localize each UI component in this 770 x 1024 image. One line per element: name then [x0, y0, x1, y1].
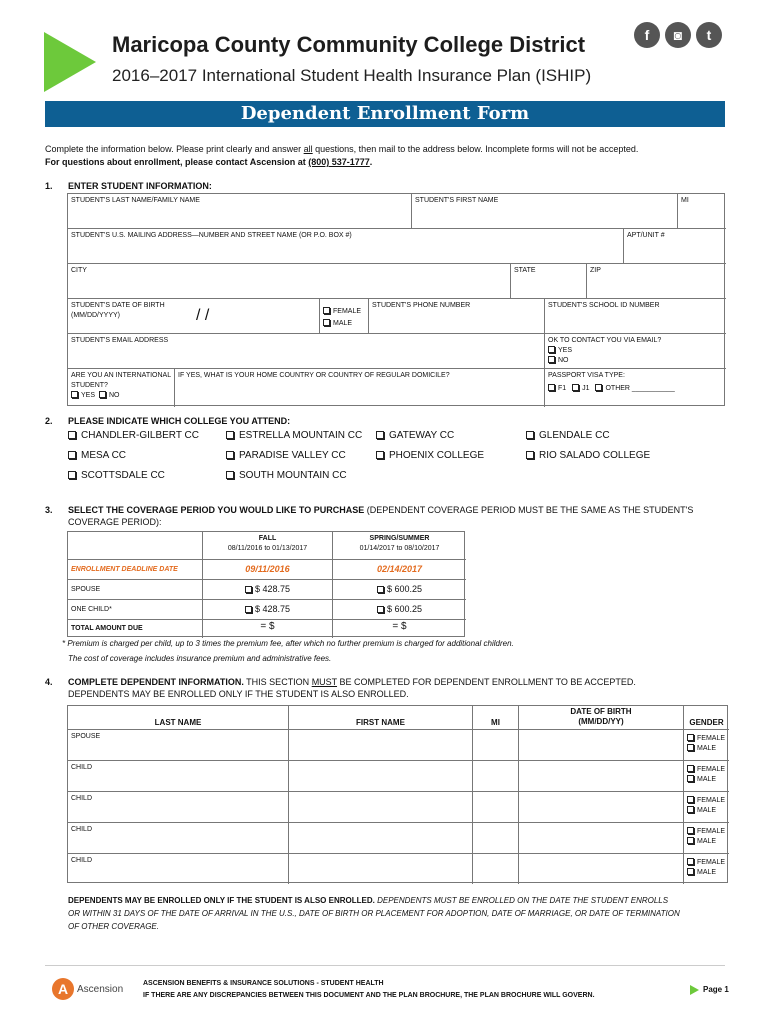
dependent-dob[interactable]: [519, 761, 684, 792]
mi-field[interactable]: MI: [678, 194, 726, 229]
female-checkbox[interactable]: FEMALE: [687, 827, 726, 837]
male-checkbox[interactable]: MALE: [687, 868, 726, 878]
male-checkbox[interactable]: MALE: [687, 837, 726, 847]
dependent-gender: [684, 761, 729, 792]
fall-header: FALL 08/11/2016 to 01/13/2017: [203, 532, 333, 560]
dependent-first-name[interactable]: [289, 761, 473, 792]
apt-field[interactable]: APT/UNIT #: [624, 229, 726, 264]
page-title: Maricopa County Community College District: [112, 32, 586, 57]
visa-other-checkbox[interactable]: OTHER ___________: [595, 385, 674, 392]
dependents-table: [67, 705, 728, 883]
female-checkbox[interactable]: FEMALE: [687, 765, 726, 775]
last-name-field[interactable]: STUDENT'S LAST NAME/FAMILY NAME: [68, 194, 412, 229]
email-field[interactable]: STUDENT'S EMAIL ADDRESS: [68, 334, 545, 369]
section-3-number: 3.: [45, 505, 53, 515]
deadline-label: ENROLLMENT DEADLINE DATE: [68, 560, 203, 580]
table-row[interactable]: CHILD: [68, 854, 289, 884]
dob-field[interactable]: STUDENT'S DATE OF BIRTH (MM/DD/YYYY) / /: [68, 299, 320, 334]
page-subtitle: 2016–2017 International Student Health Insurance Plan (ISHIP): [112, 66, 592, 85]
first-name-field[interactable]: STUDENT'S FIRST NAME: [412, 194, 678, 229]
address-field[interactable]: STUDENT'S U.S. MAILING ADDRESS—NUMBER AND STREET NAME (OR P.O. BOX #): [68, 229, 624, 264]
dependent-first-name[interactable]: [289, 823, 473, 854]
section-2-title: PLEASE INDICATE WHICH COLLEGE YOU ATTEND:: [68, 416, 291, 426]
spring-header: SPRING/SUMMER 01/14/2017 to 08/10/2017: [333, 532, 466, 560]
dependent-gender: [684, 730, 729, 761]
dependent-gender: [684, 823, 729, 854]
male-checkbox[interactable]: MALE: [687, 806, 726, 816]
female-checkbox[interactable]: FEMALE: [687, 796, 726, 806]
dependent-first-name[interactable]: [289, 730, 473, 761]
phone-field[interactable]: STUDENT'S PHONE NUMBER: [369, 299, 545, 334]
form-title-banner: Dependent Enrollment Form: [45, 101, 725, 127]
child-spring-checkbox[interactable]: $ 600.25: [333, 600, 466, 620]
footer-divider: [45, 965, 725, 966]
zip-field[interactable]: ZIP: [587, 264, 726, 299]
table-row[interactable]: CHILD: [68, 792, 289, 823]
spouse-row-label: SPOUSE: [68, 580, 203, 600]
page-number: Page 1: [703, 985, 729, 994]
college-option[interactable]: PARADISE VALLEY CC: [226, 450, 346, 461]
visa-type-choice: PASSPORT VISA TYPE: F1 J1 OTHER ___________: [548, 372, 675, 392]
total-row-label: TOTAL AMOUNT DUE: [68, 620, 203, 638]
college-option[interactable]: SOUTH MOUNTAIN CC: [226, 470, 347, 481]
col-dob: DATE OF BIRTH (MM/DD/YY): [519, 706, 684, 730]
twitter-icon[interactable]: t: [696, 22, 722, 48]
section-4-number: 4.: [45, 677, 53, 687]
child-row-label: ONE CHILD*: [68, 600, 203, 620]
phone-link[interactable]: (800) 537-1777: [308, 157, 370, 167]
table-row[interactable]: SPOUSE: [68, 730, 289, 761]
section-1-number: 1.: [45, 181, 53, 191]
dependent-first-name[interactable]: [289, 854, 473, 884]
state-field[interactable]: STATE: [511, 264, 587, 299]
dob-separators: / /: [196, 307, 210, 324]
dependent-dob[interactable]: [519, 823, 684, 854]
college-option[interactable]: SCOTTSDALE CC: [68, 470, 165, 481]
coverage-corner: [68, 532, 203, 560]
dependent-mi[interactable]: [473, 792, 519, 823]
female-checkbox[interactable]: FEMALE: [687, 858, 726, 868]
brand-triangle-logo: [44, 32, 96, 92]
gender-choice: [320, 299, 369, 334]
spouse-fall-checkbox[interactable]: $ 428.75: [203, 580, 333, 600]
intl-no-checkbox[interactable]: NO: [99, 392, 120, 399]
instagram-icon[interactable]: ◙: [665, 22, 691, 48]
dependent-dob[interactable]: [519, 854, 684, 884]
female-checkbox[interactable]: FEMALE: [687, 734, 726, 744]
email-yes-checkbox[interactable]: YES: [548, 346, 723, 356]
dependent-mi[interactable]: [473, 823, 519, 854]
deadline-spring: 02/14/2017: [333, 560, 466, 580]
section-3-title-line2: COVERAGE PERIOD):: [68, 517, 162, 527]
dependent-dob[interactable]: [519, 730, 684, 761]
col-first-name: FIRST NAME: [289, 706, 473, 730]
section-4-title: COMPLETE DEPENDENT INFORMATION. THIS SECTION MUST BE COMPLETED FOR DEPENDENT ENROLLMENT TO BE ACCEPTED.: [68, 677, 636, 687]
col-last-name: LAST NAME: [68, 706, 289, 730]
col-mi: MI: [473, 706, 519, 730]
section-1-title: ENTER STUDENT INFORMATION:: [68, 181, 212, 191]
visa-j1-checkbox[interactable]: J1: [572, 385, 589, 392]
city-field[interactable]: CITY: [68, 264, 511, 299]
college-option[interactable]: ESTRELLA MOUNTAIN CC: [226, 430, 362, 441]
dependent-mi[interactable]: [473, 730, 519, 761]
premium-note: * Premium is charged per child, up to 3 times the premium fee, after which no further premium is charged for additional children.: [62, 639, 514, 648]
spouse-spring-checkbox[interactable]: $ 600.25: [333, 580, 466, 600]
dependent-mi[interactable]: [473, 854, 519, 884]
visa-f1-checkbox[interactable]: F1: [548, 385, 566, 392]
intl-yes-checkbox[interactable]: YES: [71, 392, 95, 399]
international-student-choice: ARE YOU AN INTERNATIONAL STUDENT? YES NO: [68, 369, 175, 407]
dependent-first-name[interactable]: [289, 792, 473, 823]
table-row[interactable]: CHILD: [68, 761, 289, 792]
total-fall-field[interactable]: = $: [203, 620, 333, 638]
college-option[interactable]: PHOENIX COLLEGE: [376, 450, 484, 461]
deadline-fall: 09/11/2016: [203, 560, 333, 580]
school-id-field[interactable]: STUDENT'S SCHOOL ID NUMBER: [545, 299, 726, 334]
intro-text: Complete the information below. Please print clearly and answer all questions, then mail to the address below. Incomplete forms will not be accepted. For questions about enrollment, please contact Ascension at (800) 537-1777.: [45, 144, 639, 167]
dependent-mi[interactable]: [473, 761, 519, 792]
male-checkbox[interactable]: MALE: [323, 319, 365, 329]
section-3-title: SELECT THE COVERAGE PERIOD YOU WOULD LIKE TO PURCHASE (DEPENDENT COVERAGE PERIOD MUST BE THE SAME AS THE STUDENT'S: [68, 505, 694, 515]
facebook-icon[interactable]: f: [634, 22, 660, 48]
home-country-field[interactable]: IF YES, WHAT IS YOUR HOME COUNTRY OR COUNTRY OF REGULAR DOMICILE?: [175, 369, 545, 407]
page-arrow-icon: [690, 985, 699, 995]
total-spring-field[interactable]: = $: [392, 621, 407, 632]
footer-company: ASCENSION BENEFITS & INSURANCE SOLUTIONS - STUDENT HEALTH: [143, 980, 384, 987]
male-checkbox[interactable]: MALE: [687, 775, 726, 785]
college-option[interactable]: CHANDLER-GILBERT CC: [68, 430, 199, 441]
child-fall-checkbox[interactable]: $ 428.75: [203, 600, 333, 620]
table-row[interactable]: CHILD: [68, 823, 289, 854]
dependent-dob[interactable]: [519, 792, 684, 823]
section-2-number: 2.: [45, 416, 53, 426]
footer-disclaimer: IF THERE ARE ANY DISCREPANCIES BETWEEN THIS DOCUMENT AND THE PLAN BROCHURE, THE PLAN BROCHURE WILL GOVERN.: [143, 992, 595, 999]
email-no-checkbox[interactable]: NO: [548, 356, 723, 366]
closing-note: DEPENDENTS MAY BE ENROLLED ONLY IF THE STUDENT IS ALSO ENROLLED. DEPENDENTS MUST BE ENROLLED ON THE DATE THE STUDENT ENROLLS OR WITHIN 31 DAYS OF THE DATE OF ARRIVAL IN THE U.S., DATE OF BIRTH OR PLACEMENT FOR ADOPTION, DATE OF MARRIAGE, OR DATE OF TERMINATION OF OTHER COVERAGE.: [68, 896, 680, 931]
ascension-logo-icon: A: [52, 978, 74, 1000]
dependent-gender: [684, 854, 729, 884]
coverage-table: [67, 531, 465, 637]
cost-note: The cost of coverage includes insurance premium and administrative fees.: [68, 654, 332, 663]
female-checkbox[interactable]: FEMALE: [323, 307, 365, 317]
college-option[interactable]: RIO SALADO COLLEGE: [526, 450, 650, 461]
dependent-gender: [684, 792, 729, 823]
college-option[interactable]: MESA CC: [68, 450, 126, 461]
male-checkbox[interactable]: MALE: [687, 744, 726, 754]
college-option[interactable]: GATEWAY CC: [376, 430, 454, 441]
section-4-title-line2: DEPENDENTS MAY BE ENROLLED ONLY IF THE STUDENT IS ALSO ENROLLED.: [68, 689, 409, 699]
col-gender: GENDER: [684, 706, 729, 730]
student-info-grid: [67, 193, 725, 406]
email-contact-choice: OK TO CONTACT YOU VIA EMAIL? YES NO: [545, 334, 726, 369]
ascension-logo-text: Ascension: [77, 984, 124, 995]
college-option[interactable]: GLENDALE CC: [526, 430, 610, 441]
